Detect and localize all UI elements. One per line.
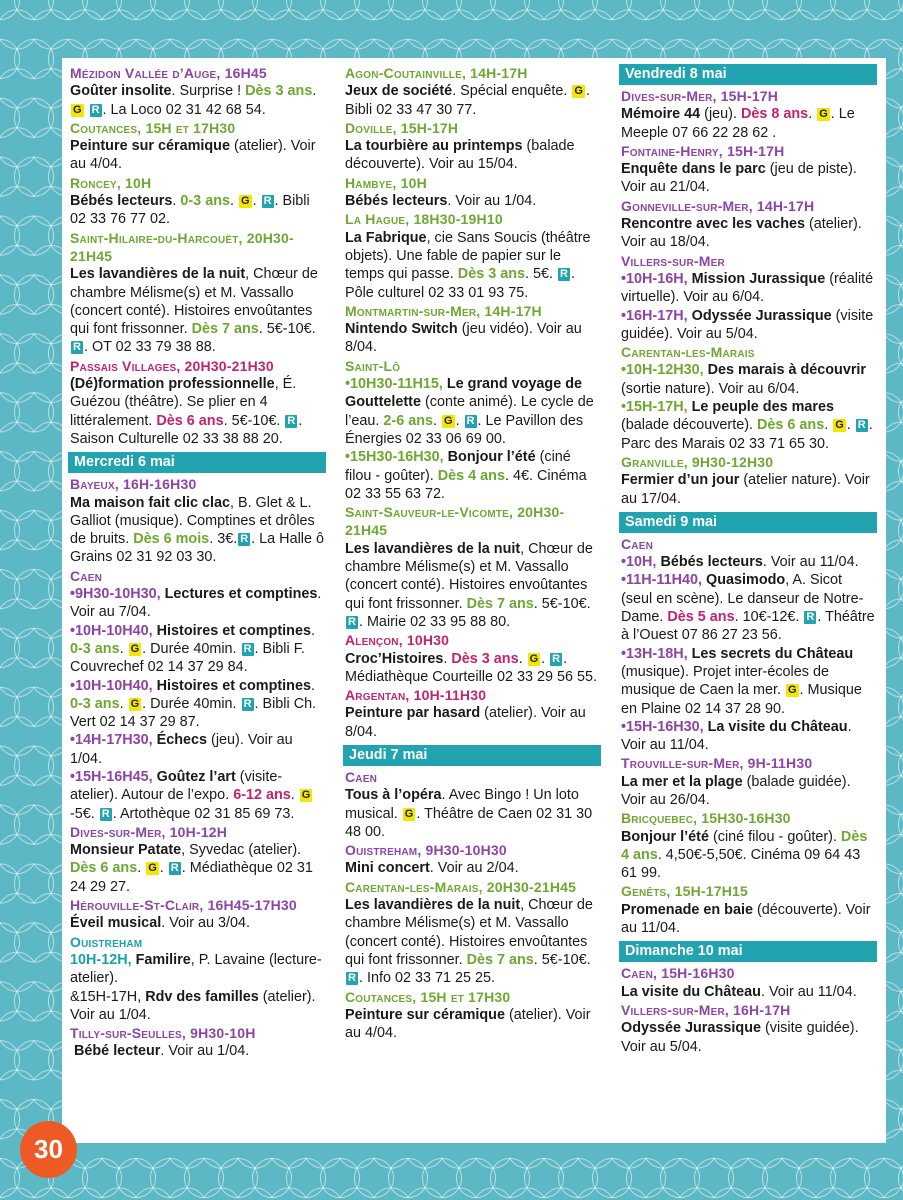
- day-header: Dimanche 10 mai: [619, 941, 877, 962]
- event-title: (Dé)formation professionnelle: [70, 376, 275, 393]
- event-title: Les secrets du Château: [691, 645, 854, 662]
- event-saint-sauveur: [345, 503, 601, 631]
- event-text: .: [443, 650, 452, 667]
- g-badge-icon: G: [301, 789, 311, 802]
- event-location: Trouville-sur-Mer, 9H-11H30: [621, 755, 813, 772]
- event-location: Bayeux, 16H-16H30: [70, 476, 197, 493]
- event-time: 10H-12H,: [70, 951, 136, 968]
- event-text: . 5€-10€.: [533, 951, 591, 968]
- event-time: •10H-10H40,: [70, 677, 157, 694]
- event-text: . Voir au 11/04.: [760, 983, 857, 1000]
- event-title: Mission Jurassique: [691, 270, 826, 287]
- event-title: Lectures et comptines: [164, 586, 318, 603]
- event-time: •10H-10H40,: [70, 622, 157, 639]
- event-title: Peinture sur céramique: [345, 1006, 505, 1023]
- event-text: (atelier). Voir au 18/04.: [621, 216, 862, 251]
- g-badge-icon: G: [404, 807, 414, 820]
- event-text: . La Loco 02 31 42 68 54.: [102, 101, 266, 118]
- event-location: Fontaine-Henry, 15H-17H: [621, 142, 785, 159]
- event-la-hague: [345, 210, 601, 301]
- event-text: (découverte). Voir au 11/04.: [621, 901, 871, 937]
- event-text: . Durée 40min.: [142, 640, 241, 657]
- r-badge-icon: R: [243, 642, 252, 655]
- event-text: (atelier). Voir au 4/04.: [70, 138, 316, 173]
- event-title: Le grand voyage de Gouttelette: [345, 376, 583, 411]
- g-badge-icon: G: [444, 414, 453, 427]
- age-label: Dès 6 mois: [133, 531, 210, 548]
- event-location: Doville, 15H-17H: [345, 119, 459, 136]
- event-text: . Saison Culturelle 02 33 38 88 20.: [70, 412, 303, 447]
- day-header: Jeudi 7 mai: [343, 745, 601, 766]
- event-location: Hérouville-St-Clair, 16H45-17H30: [70, 897, 297, 914]
- event-text: . Voir au 2/04.: [429, 860, 519, 877]
- age-label: Dès 5 ans: [667, 609, 735, 626]
- age-label: Dès 3 ans: [245, 83, 313, 100]
- event-text: . 5€-10€.: [258, 321, 316, 338]
- event-time: •14H-17H30,: [70, 732, 157, 749]
- r-badge-icon: R: [243, 697, 252, 710]
- event-title: Peinture sur céramique: [70, 138, 230, 155]
- event-caen-sat: [621, 535, 877, 755]
- event-title: La visite du Château: [707, 718, 848, 735]
- g-badge-icon: G: [241, 195, 250, 208]
- event-item: [621, 718, 877, 755]
- calendar-page: [62, 58, 886, 1143]
- event-text: . Mairie 02 33 95 88 80.: [358, 613, 511, 630]
- event-time: •11H-11H40,: [621, 572, 707, 589]
- event-text: . Le Meeple 07 66 22 28 62 .: [621, 106, 855, 141]
- event-text: . Théâtre à l’Ouest 07 86 27 23 56.: [621, 609, 875, 644]
- event-passais: [70, 357, 326, 448]
- event-argentan: [345, 686, 601, 741]
- event-time: •10H,: [621, 554, 661, 571]
- event-location: Villers-sur-Mer: [621, 252, 725, 269]
- event-text: (ciné filou - goûter).: [345, 449, 571, 484]
- event-hambye: [345, 174, 601, 211]
- event-title: Bonjour l’été: [447, 449, 536, 466]
- age-label: Dès 8 ans: [740, 106, 809, 123]
- event-title: La visite du Château: [621, 983, 761, 1000]
- event-text: , É. Guézou (théâtre). Se plier en 4 littéralement.: [70, 376, 297, 429]
- event-title: La Fabrique: [345, 229, 427, 246]
- event-time: •10H-12H30,: [621, 362, 708, 379]
- event-text: , Chœur de chambre Mélisme(s) et M. Vassallo (concert conté). Histoires envoûtantes qui font frissonner.: [345, 897, 593, 968]
- event-text: Voir au 1/04.: [70, 1006, 151, 1023]
- event-location: Gonneville-sur-Mer, 14H-17H: [621, 197, 815, 214]
- g-badge-icon: G: [574, 85, 583, 98]
- event-coutances: [70, 119, 326, 174]
- event-text: . Voir au 7/04.: [70, 586, 322, 621]
- event-dives-fri: Dives-sur-Mer, 15H-17H Mémoire 44 (jeu). Dès 8 ans. G . Le Meeple 07 66 22 28 62 .: [621, 87, 877, 142]
- event-title: Quasimodo: [706, 572, 786, 589]
- event-caen-thu: [345, 768, 601, 841]
- event-text: (balade découverte). Voir au 15/04.: [345, 138, 575, 173]
- event-title: Histoires et comptines: [156, 622, 311, 639]
- event-title: Bébés lecteurs: [345, 193, 448, 210]
- event-granville: [621, 453, 877, 508]
- event-text: . 4,50€-5,50€. Cinéma 09 64 43 61 99.: [621, 846, 861, 882]
- event-bricquebec: [621, 809, 877, 882]
- event-title: Histoires et comptines: [156, 677, 311, 694]
- event-text: . Voir au 1/04.: [447, 193, 537, 210]
- event-time: •15H-17H,: [621, 399, 692, 416]
- event-location: Ouistreham, 9H30-10H30: [345, 842, 507, 859]
- event-text: . 3€.: [209, 531, 238, 548]
- day-header: Samedi 9 mai: [619, 512, 877, 533]
- event-item: [621, 571, 877, 644]
- event-alencon: Alençon, 10H30 Croc’Histoires. Dès 3 ans. G . R . Médiathèque Courteille 02 33 29 56 55.: [345, 631, 601, 686]
- event-title: Les lavandières de la nuit: [345, 540, 521, 557]
- event-saint-lo: [345, 357, 601, 503]
- g-badge-icon: G: [787, 684, 797, 697]
- event-text: (jeu de piste). Voir au 21/04.: [621, 161, 857, 196]
- event-text: . Artothèque 02 31 85 69 73.: [112, 805, 295, 822]
- event-title: Odyssée Jurassique: [621, 1020, 761, 1037]
- r-badge-icon: R: [806, 611, 815, 624]
- event-text: (visite guidée). Voir au 5/04.: [621, 1020, 859, 1055]
- event-ouistreham-wed: [70, 933, 326, 1024]
- event-location: Saint-Hilaire-du-Harcouët, 20H30-21H45: [70, 229, 294, 264]
- event-text: (atelier). Voir au 8/04.: [345, 705, 586, 740]
- event-text: . 4€. Cinéma 02 33 55 63 72.: [345, 467, 587, 502]
- event-title: Jeux de société: [345, 83, 453, 100]
- r-badge-icon: R: [101, 807, 110, 820]
- age-label: Dès 4 ans: [437, 467, 505, 484]
- event-item: [621, 307, 877, 344]
- age-label: Dès 7 ans: [466, 951, 534, 968]
- event-text: . Pôle culturel 02 33 01 93 75.: [345, 266, 575, 301]
- event-item: •15H-16H45, Goûtez l’art (visite-atelier). Autour de l’expo. 6-12 ans. G-5€. R . Artothèque 02 31 85 69 73.: [70, 768, 311, 822]
- g-badge-icon: G: [529, 652, 539, 665]
- age-label: Dès 3 ans: [451, 650, 519, 667]
- event-item: [345, 448, 601, 503]
- event-location: Coutances, 15H et 17H30: [70, 119, 236, 136]
- age-label: Dès 6 ans: [70, 860, 138, 877]
- event-title: Mini concert: [345, 860, 430, 877]
- event-item: •10H-10H40, Histoires et comptines. 0-3 ans. G . Durée 40min. R . Bibli F. Couvrechef 02 14 37 29 84.: [70, 622, 315, 676]
- event-text: (balade découverte).: [621, 417, 757, 434]
- event-dives-wed: Dives-sur-Mer, 10H-12H Monsieur Patate, Syvedac (atelier). Dès 6 ans. G . R . Médiathèque 02 31 24 29 27.: [70, 823, 326, 896]
- event-location: Dives-sur-Mer, 15H-17H: [621, 88, 779, 104]
- event-text: . Spécial enquête.: [452, 83, 572, 100]
- event-time: •15H30-16H30,: [345, 449, 448, 466]
- event-item: [621, 270, 877, 307]
- event-text: . Voir au 1/04.: [160, 1043, 250, 1060]
- event-location: Saint-Sauveur-le-Vicomte, 20H30-21H45: [345, 504, 565, 539]
- event-title: Fermier d’un jour: [621, 472, 740, 489]
- event-title: Nintendo Switch: [345, 321, 458, 338]
- event-text: (jeu).: [700, 106, 741, 123]
- r-badge-icon: R: [240, 533, 249, 546]
- age-label: Dès 6 ans: [757, 417, 825, 434]
- event-roncey: Roncey, 10H Bébés lecteurs. 0-3 ans. G . R . Bibli 02 33 76 77 02.: [70, 174, 326, 229]
- event-text: (visite-atelier). Autour de l’expo.: [70, 768, 283, 804]
- event-location: Montmartin-sur-Mer, 14H-17H: [345, 302, 542, 319]
- event-location: Hambye, 10H: [345, 174, 427, 191]
- event-text: -5€.: [70, 805, 99, 822]
- event-text: , Syvedac (atelier).: [181, 842, 302, 859]
- event-title: Le peuple des mares: [691, 399, 835, 416]
- event-location: Roncey, 10H: [70, 174, 152, 191]
- event-title: Ma maison fait clic clac: [70, 494, 230, 511]
- r-badge-icon: R: [263, 195, 272, 208]
- event-location: Saint-Lô: [345, 357, 401, 374]
- event-title: Mémoire 44: [621, 106, 701, 123]
- event-location: Tilly-sur-Seulles, 9H30-10H: [70, 1025, 256, 1042]
- event-location: Alençon, 10H30: [345, 632, 450, 649]
- column-2: [345, 64, 601, 1042]
- event-title: Bébés lecteurs: [660, 554, 763, 571]
- event-location: Caen: [621, 535, 654, 552]
- column-1: [70, 64, 326, 1061]
- event-agon: [345, 64, 601, 119]
- event-text: . Bibli F. Couvrechef 02 14 37 29 84.: [70, 640, 305, 676]
- event-doville: [345, 119, 601, 174]
- event-location: Bricquebec, 15H30-16H30: [621, 810, 791, 827]
- page-number: 30: [20, 1121, 77, 1178]
- event-time: •9H30-10H30,: [70, 586, 165, 603]
- event-title: Monsieur Patate: [70, 842, 182, 859]
- age-label: Dès 6 ans: [156, 412, 224, 429]
- g-badge-icon: G: [148, 862, 157, 875]
- event-title: Odyssée Jurassique: [691, 307, 832, 324]
- event-text: . La Halle ô Grains 02 31 92 03 30.: [70, 531, 324, 566]
- event-text: . Bibli 02 33 76 77 02.: [70, 193, 310, 228]
- r-badge-icon: R: [560, 268, 568, 281]
- r-badge-icon: R: [348, 972, 356, 985]
- event-location: Agon-Coutainville, 14H-17H: [345, 65, 528, 81]
- event-text: . 5€-10€.: [223, 412, 285, 429]
- event-title: Tous à l’opéra: [345, 787, 442, 804]
- event-villers-sun: [621, 1001, 877, 1056]
- event-title: Promenade en baie: [621, 901, 753, 918]
- event-montmartin: [345, 302, 601, 357]
- event-text: (sortie nature). Voir au 6/04.: [621, 380, 800, 397]
- event-item: [621, 361, 877, 398]
- event-time: •10H-16H,: [621, 270, 692, 287]
- event-location: Dives-sur-Mer, 10H-12H: [70, 823, 228, 840]
- event-text: . Médiathèque 02 31 24 29 27.: [70, 860, 313, 895]
- event-text: . OT 02 33 79 38 88.: [83, 339, 216, 356]
- event-text: . Voir au 11/04.: [762, 554, 859, 571]
- event-trouville: [621, 754, 877, 809]
- event-location: Genêts, 15H-17H15: [621, 883, 749, 900]
- event-time: •15H-16H45,: [70, 768, 157, 785]
- event-title: Enquête dans le parc: [621, 161, 766, 178]
- event-item: [621, 553, 877, 571]
- age-label: Dès 4 ans: [621, 828, 868, 863]
- age-label: Dès 3 ans: [457, 266, 525, 283]
- event-text: . Avec Bingo ! Un loto musical.: [345, 787, 579, 822]
- event-caen-wed: [70, 567, 326, 823]
- event-coutances-thu: [345, 988, 601, 1043]
- event-text: . Théâtre de Caen 02 31 30 48 00.: [345, 805, 593, 840]
- event-ouistreham-thu: [345, 841, 601, 878]
- event-carentan-fri: [621, 343, 877, 453]
- event-fontaine-henry: [621, 142, 877, 197]
- age-label: 0-3 ans: [70, 695, 120, 712]
- event-title: La tourbière au printemps: [345, 138, 523, 155]
- event-text: . Médiathèque Courteille 02 33 29 56 55.: [345, 650, 598, 685]
- event-text: , P. Lavaine (lecture-atelier).: [70, 951, 322, 987]
- event-text: . 5€-10€.: [533, 595, 591, 612]
- event-text: . Voir au 3/04.: [161, 915, 251, 932]
- r-badge-icon: R: [466, 414, 475, 427]
- event-title: Des marais à découvrir: [707, 362, 867, 379]
- event-text: . 5€.: [525, 266, 557, 283]
- g-badge-icon: G: [835, 419, 844, 432]
- event-item: [70, 731, 326, 768]
- event-title: Les lavandières de la nuit: [345, 897, 521, 914]
- event-text: . Bibli Ch. Vert 02 14 37 29 87.: [70, 695, 317, 731]
- event-location: Argentan, 10H-11H30: [345, 687, 487, 704]
- r-badge-icon: R: [552, 652, 561, 665]
- event-location: Carentan-les-Marais: [621, 344, 755, 361]
- event-item: [621, 645, 877, 718]
- age-label: Dès 7 ans: [466, 595, 534, 612]
- event-text: (balade guidée). Voir au 26/04.: [621, 773, 851, 808]
- event-title: Bébé lecteur: [74, 1043, 161, 1060]
- event-text: . Info 02 33 71 25 25.: [358, 970, 495, 987]
- g-badge-icon: G: [130, 642, 140, 655]
- event-location: Passais Villages, 20H30-21H30: [70, 357, 274, 374]
- r-badge-icon: R: [287, 414, 296, 427]
- event-location: Granville, 9H30-12H30: [621, 453, 774, 470]
- event-time: •16H-17H,: [621, 307, 692, 324]
- event-item: •10H-10H40, Histoires et comptines. 0-3 ans. G . Durée 40min. R . Bibli Ch. Vert 02 14 37 29 87.: [70, 677, 317, 731]
- r-badge-icon: R: [348, 615, 356, 628]
- event-text: , Chœur de chambre Mélisme(s) et M. Vassallo (concert conté). Histoires envoûtantes qui font frissonner.: [345, 540, 593, 612]
- event-title: Goûter insolite: [70, 83, 172, 100]
- event-text: (conte animé). Le cycle de l’eau.: [345, 394, 594, 429]
- event-text: . Parc des Marais 02 33 71 65 30.: [621, 417, 873, 452]
- event-item: •10H30-11H15, Le grand voyage de Gouttelette (conte animé). Le cycle de l’eau. 2-6 ans. G . R . Le Pavillon des Énergies 02 33 06 69 00.: [345, 376, 594, 447]
- event-title: Rdv des familles: [145, 988, 259, 1005]
- event-title: Peinture par hasard: [345, 705, 481, 722]
- event-text: . Voir au 11/04.: [621, 718, 852, 754]
- event-text: , cie Sans Soucis (théâtre objets). Une fable de papier sur le temps qui passe.: [345, 229, 591, 283]
- event-title: Familire: [135, 951, 191, 968]
- event-title: Échecs: [156, 732, 208, 749]
- event-villers-fri: [621, 252, 877, 343]
- column-3: [621, 64, 877, 1056]
- event-carentan-thu: [345, 878, 601, 988]
- event-text: , B. Glet & L. Galliot (musique). Comptines et drôles de bruits.: [70, 494, 315, 548]
- event-text: . Surprise !: [171, 83, 246, 100]
- event-location: Caen: [70, 567, 103, 584]
- event-location: Caen, 15H-16H30: [621, 965, 735, 982]
- event-text: . Durée 40min.: [142, 695, 241, 712]
- event-text: .: [824, 417, 833, 434]
- event-title: Croc’Histoires: [345, 650, 444, 667]
- event-title: Rencontre avec les vaches: [621, 216, 805, 233]
- event-text: (ciné filou - goûter).: [708, 828, 841, 845]
- age-label: 0-3 ans: [70, 640, 120, 657]
- age-label: 2-6 ans: [383, 412, 434, 429]
- event-mezidon: Mézidon Vallée d’Auge, 16H45 Goûter insolite. Surprise ! Dès 3 ans. G R . La Loco 02 31 42 68 54.: [70, 64, 326, 119]
- event-text: . 10€-12€.: [734, 609, 804, 626]
- event-gonneville: [621, 197, 877, 252]
- age-label: 0-3 ans: [180, 193, 230, 210]
- event-text: (réalité virtuelle). Voir au 6/04.: [621, 270, 874, 306]
- r-badge-icon: R: [170, 862, 179, 875]
- event-text: (musique). Projet inter-écoles de musique de Caen la mer.: [621, 663, 829, 699]
- r-badge-icon: R: [857, 419, 866, 432]
- event-location: La Hague, 18H30-19H10: [345, 211, 503, 228]
- event-location: Mézidon Vallée d’Auge, 16H45: [70, 65, 267, 81]
- event-text: . Bibli 02 33 47 30 77.: [345, 83, 590, 118]
- r-badge-icon: R: [73, 341, 81, 354]
- event-item: •15H-17H, Le peuple des mares (balade découverte). Dès 6 ans. G . R . Parc des Marais 02 33 71 65 30.: [621, 399, 873, 452]
- event-tilly: [70, 1024, 326, 1061]
- event-title: Les lavandières de la nuit: [70, 266, 246, 283]
- event-text: , Chœur de chambre Mélisme(s) et M. Vassallo (concert conté). Histoires envoûtantes qui font frissonner.: [70, 266, 318, 338]
- event-text: (atelier nature). Voir au 17/04.: [621, 472, 870, 507]
- event-genets: [621, 882, 877, 937]
- event-time: •15H-16H30,: [621, 718, 708, 735]
- age-label: Dès 7 ans: [191, 321, 259, 338]
- event-caen-sun: [621, 964, 877, 1001]
- event-title: Éveil musical: [70, 915, 162, 932]
- event-text: (atelier). Voir au 4/04.: [345, 1006, 591, 1042]
- g-badge-icon: G: [73, 103, 82, 116]
- event-location: Carentan-les-Marais, 20H30-21H45: [345, 878, 577, 895]
- age-label: 6-12 ans: [233, 787, 291, 804]
- event-text: (atelier).: [258, 988, 316, 1005]
- event-text: (jeu). Voir au 1/04.: [70, 732, 293, 767]
- event-time: •13H-18H,: [621, 645, 692, 662]
- event-item: [70, 585, 326, 622]
- event-location: Villers-sur-Mer, 16H-17H: [621, 1001, 791, 1018]
- event-location: Coutances, 15H et 17H30: [345, 988, 511, 1005]
- event-saint-hilaire: [70, 229, 326, 357]
- event-text: . Le Pavillon des Énergies 02 33 06 69 00.: [345, 412, 584, 447]
- g-badge-icon: G: [819, 108, 828, 121]
- event-location: Ouistreham: [70, 933, 143, 950]
- event-title: La mer et la plage: [621, 773, 743, 790]
- event-location: Caen: [345, 768, 378, 785]
- event-text: (jeu vidéo). Voir au 8/04.: [345, 321, 582, 356]
- event-bayeux: [70, 475, 326, 566]
- event-text: , A. Sicot (seul en scène). Le danseur de Notre-Dame.: [621, 572, 864, 626]
- r-badge-icon: R: [91, 103, 100, 116]
- day-header: Mercredi 6 mai: [68, 452, 326, 473]
- day-header: Vendredi 8 mai: [619, 64, 877, 85]
- event-title: Goûtez l’art: [156, 768, 236, 785]
- event-title: Bébés lecteurs: [70, 193, 173, 210]
- event-time: •10H30-11H15,: [345, 376, 447, 393]
- event-time: &15H-17H,: [70, 988, 146, 1005]
- event-herouville: [70, 896, 326, 933]
- g-badge-icon: G: [130, 697, 140, 710]
- event-text: (visite guidée). Voir au 5/04.: [621, 307, 874, 342]
- event-text: . Musique en Plaine 02 14 37 28 90.: [621, 682, 862, 717]
- event-title: Bonjour l’été: [621, 828, 709, 845]
